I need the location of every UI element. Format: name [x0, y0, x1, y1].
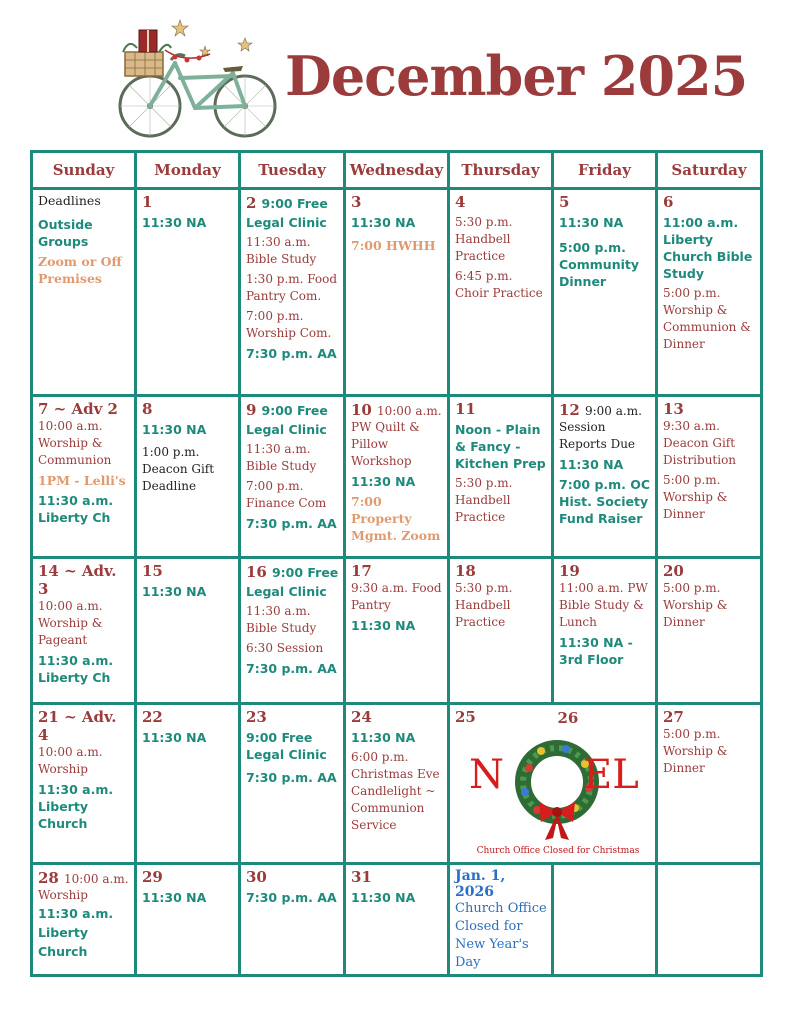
- event: 5:30 p.m. Handbell Practice: [455, 476, 513, 524]
- event: 11:30 NA: [351, 890, 416, 905]
- day-cell: [32, 558, 136, 704]
- day-cell: [345, 396, 449, 558]
- day-cell: [136, 704, 240, 864]
- day-cell: [657, 189, 762, 396]
- day-cell: [553, 558, 657, 704]
- event: 7:30 p.m. AA: [246, 346, 337, 361]
- weekday-header: Wednesday: [345, 152, 449, 189]
- day-cell: [240, 864, 345, 976]
- event: 11:30 NA: [142, 584, 207, 599]
- day-cell: [553, 864, 657, 976]
- day-cell: [449, 189, 553, 396]
- day-number: 9: [246, 401, 257, 419]
- event: 11:30 NA: [351, 474, 416, 489]
- noel-graphic: [463, 734, 653, 864]
- page-title: December 2025: [285, 44, 748, 108]
- day-number: 29: [142, 868, 163, 886]
- event: 1:30 p.m. Food Pantry Com.: [246, 272, 338, 303]
- day-number: 18: [455, 562, 476, 580]
- event: 7:30 p.m. AA: [246, 661, 337, 676]
- day-cell: [136, 189, 240, 396]
- day-cell: [553, 396, 657, 558]
- event: 5:00 p.m. Worship & Dinner: [663, 473, 728, 521]
- event: 10:00 a.m.: [376, 404, 442, 418]
- calendar-header: [0, 0, 789, 150]
- event: 11:00 a.m. PW Bible Study & Lunch: [559, 581, 648, 629]
- day-number: 4: [455, 193, 466, 211]
- day-cell: [136, 396, 240, 558]
- event: 11:30 a.m. Bible Study: [246, 235, 317, 266]
- event: 9:00 Free Legal Clinic: [246, 565, 339, 599]
- day-number: 25: [455, 708, 476, 726]
- event: 11:30 NA - 3rd Floor: [559, 635, 633, 667]
- day-number: 21 ~ Adv. 4: [38, 708, 117, 744]
- event: 7:30 p.m. AA: [246, 516, 337, 531]
- event: 7:30 p.m. AA: [246, 890, 337, 905]
- day-number: 8: [142, 400, 153, 418]
- day-cell: [345, 704, 449, 864]
- event: 11:30 NA: [559, 457, 624, 472]
- weekday-header: Friday: [553, 152, 657, 189]
- day-cell: [32, 704, 136, 864]
- day-number: 24: [351, 708, 372, 726]
- day-number: 11: [455, 400, 476, 418]
- event: PW Quilt & Pillow Workshop: [351, 420, 420, 468]
- day-number: Jan. 1, 2026: [455, 868, 506, 900]
- day-number: 28: [38, 869, 59, 887]
- day-cell: [345, 558, 449, 704]
- day-cell: [32, 396, 136, 558]
- event: 7:00 p.m. Worship Com.: [246, 309, 332, 340]
- day-cell: [449, 558, 553, 704]
- day-cell: [240, 396, 345, 558]
- day-cell: [449, 864, 553, 976]
- event: 11:30 NA: [559, 215, 624, 230]
- noel-letters-el: EL: [583, 752, 639, 798]
- event: 9:30 a.m. Food Pantry: [351, 581, 442, 612]
- event: 10:00 a.m. Worship & Pageant: [38, 599, 103, 647]
- event: 6:45 p.m. Choir Practice: [455, 269, 543, 300]
- day-number: 7 ~ Adv 2: [38, 400, 118, 418]
- event: Outside Groups: [38, 217, 93, 249]
- event: Deadlines: [38, 193, 101, 208]
- event: 10:00 a.m. Worship & Communion: [38, 419, 112, 467]
- event: 5:30 p.m. Handbell Practice: [455, 215, 513, 263]
- day-number: 26: [558, 709, 583, 727]
- event: 5:00 p.m. Worship & Communion & Dinner: [663, 286, 751, 351]
- event: 9:00 Free Legal Clinic: [246, 730, 327, 762]
- day-number: 23: [246, 708, 267, 726]
- day-number: 31: [351, 868, 372, 886]
- event: 1:00 p.m. Deacon Gift Deadline: [142, 445, 215, 493]
- day-number: 2: [246, 194, 257, 212]
- day-cell: [345, 864, 449, 976]
- day-number: 3: [351, 193, 362, 211]
- day-cell: [240, 558, 345, 704]
- event: 9:00 Free Legal Clinic: [246, 403, 328, 437]
- event: 9:00 a.m.: [584, 404, 642, 418]
- event: 7:30 p.m. AA: [246, 770, 337, 785]
- event: 11:30 a.m. Bible Study: [246, 442, 317, 473]
- event: 10:00 a.m. Worship: [38, 745, 103, 776]
- day-number: 10: [351, 401, 372, 419]
- day-number: 6: [663, 193, 674, 211]
- event: 11:30 NA: [351, 618, 416, 633]
- event: 7:00 HWHH: [351, 238, 436, 253]
- noel-caption: Church Office Closed for Christmas: [476, 846, 640, 856]
- noel-letter-n: N: [469, 752, 504, 798]
- day-cell: [657, 704, 762, 864]
- day-cell: [657, 396, 762, 558]
- day-number: 14 ~ Adv. 3: [38, 562, 117, 598]
- event: 10:00 a.m.: [63, 872, 129, 886]
- event: 11:30 a.m. Bible Study: [246, 604, 317, 635]
- event: 11:30 NA: [142, 890, 207, 905]
- bicycle-icon: [115, 18, 280, 143]
- weekday-header: Thursday: [449, 152, 553, 189]
- day-number: 12: [559, 401, 580, 419]
- event: 7:00 Property Mgmt. Zoom: [351, 494, 441, 543]
- day-number: 22: [142, 708, 163, 726]
- weekday-header: Sunday: [32, 152, 136, 189]
- event: 6:00 p.m. Christmas Eve Candlelight ~ Communion Service: [351, 750, 440, 832]
- weekday-header: Monday: [136, 152, 240, 189]
- day-cell: [345, 189, 449, 396]
- event: 7:00 p.m. Finance Com: [246, 479, 327, 510]
- day-cell: [657, 558, 762, 704]
- event: 11:30 NA: [351, 730, 416, 745]
- calendar-grid: [30, 150, 763, 977]
- day-number: 20: [663, 562, 684, 580]
- event: 11:30 a.m. Liberty Ch: [38, 653, 114, 685]
- event: 5:00 p.m. Worship & Dinner: [663, 727, 728, 775]
- event: Session Reports Due: [559, 420, 636, 451]
- day-cell: [240, 704, 345, 864]
- day-number: 17: [351, 562, 372, 580]
- event: 11:30 a.m. Liberty Church: [38, 906, 114, 959]
- event: 5:30 p.m. Handbell Practice: [455, 581, 513, 629]
- event: Church Office Closed for New Year's Day: [455, 901, 547, 970]
- event: 11:30 a.m. Liberty Church: [38, 782, 114, 831]
- day-number: 30: [246, 868, 267, 886]
- day-cell: [32, 189, 136, 396]
- day-number: 5: [559, 193, 570, 211]
- event: 11:00 a.m. Liberty Church Bible Study: [663, 215, 753, 281]
- event: 11:30 NA: [142, 730, 207, 745]
- weekday-header: Saturday: [657, 152, 762, 189]
- event: 9:30 a.m. Deacon Gift Distribution: [663, 419, 737, 467]
- event: 6:30 Session: [246, 641, 324, 655]
- day-number: 16: [246, 563, 267, 581]
- day-number: 1: [142, 193, 153, 211]
- event: 5:00 p.m. Community Dinner: [559, 240, 640, 289]
- event: Worship: [38, 888, 88, 902]
- event: Noon - Plain & Fancy - Kitchen Prep: [455, 422, 546, 471]
- day-cell: [136, 558, 240, 704]
- event: 1PM - Lelli's: [38, 473, 126, 488]
- event: 11:30 NA: [351, 215, 416, 230]
- day-cell: [449, 396, 553, 558]
- event: 11:30 a.m. Liberty Ch: [38, 493, 114, 525]
- day-cell: [657, 864, 762, 976]
- day-number: 13: [663, 400, 684, 418]
- day-cell: [32, 864, 136, 976]
- weekday-header: Tuesday: [240, 152, 345, 189]
- day-cell: [136, 864, 240, 976]
- event: 7:00 p.m. OC Hist. Society Fund Raiser: [559, 477, 651, 526]
- event: 5:00 p.m. Worship & Dinner: [663, 581, 728, 629]
- day-number: 19: [559, 562, 580, 580]
- event: 9:00 Free Legal Clinic: [246, 196, 328, 230]
- event: 11:30 NA: [142, 422, 207, 437]
- day-number: 15: [142, 562, 163, 580]
- event: 11:30 NA: [142, 215, 207, 230]
- day-cell: [553, 189, 657, 396]
- event: Zoom or Off Premises: [38, 254, 122, 286]
- day-cell: [240, 189, 345, 396]
- day-number: 27: [663, 708, 684, 726]
